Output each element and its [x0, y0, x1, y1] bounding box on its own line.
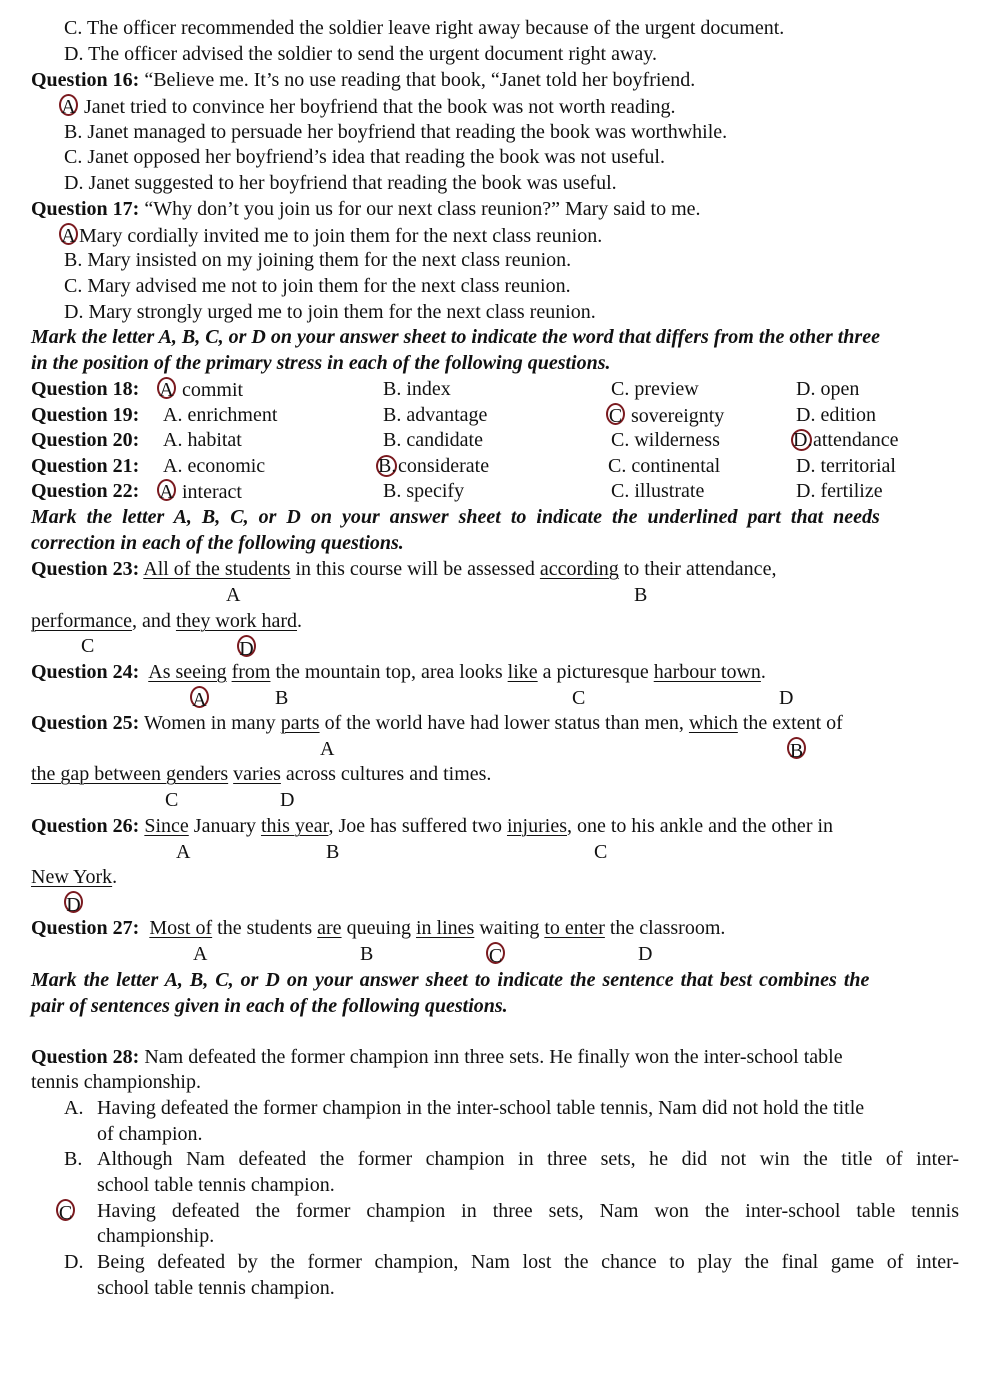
option-c[interactable]: C. illustrate: [611, 480, 705, 502]
letter-b: B: [634, 584, 648, 606]
underlined-part-d[interactable]: they work hard: [175, 610, 298, 632]
option-b[interactable]: B. index: [383, 378, 451, 400]
letter-d: D: [280, 789, 295, 811]
option-d[interactable]: D. open: [796, 378, 860, 400]
underlined-part-a[interactable]: Most of: [149, 917, 213, 939]
q16-option-d[interactable]: D. Janet suggested to her boyfriend that reading the book was useful.: [64, 172, 617, 194]
sentence-text: the extent of: [737, 712, 843, 734]
answer-circle: A: [59, 223, 78, 245]
option-a[interactable]: [157, 479, 242, 504]
option-c[interactable]: C. wilderness: [611, 429, 720, 451]
q28-option-a[interactable]: Having defeated the former champion in the inter-school table tennis, Nam did not hold the title: [97, 1097, 865, 1119]
question-label: Question 17:: [31, 198, 140, 220]
underlined-part-a[interactable]: All of the students: [143, 558, 291, 580]
question-26-line-2: [31, 865, 117, 889]
underlined-part-c[interactable]: the gap between genders: [31, 763, 229, 785]
answer-circle-d: D: [64, 891, 83, 913]
letter-b: B: [275, 687, 289, 709]
instruction-combine-line-1: Mark the letter A, B, C, or D on your answer sheet to indicate the sentence that best combines the: [31, 969, 870, 991]
question-label: Question 23:: [31, 558, 140, 580]
question-26: [31, 814, 833, 838]
q28-option-d-cont: school table tennis champion.: [97, 1277, 335, 1299]
underlined-part-d[interactable]: varies: [233, 763, 281, 785]
option-a[interactable]: A. habitat: [163, 429, 242, 451]
option-b[interactable]: B. candidate: [383, 429, 483, 451]
letter-c: C: [572, 687, 586, 709]
option-d[interactable]: D. fertilize: [796, 480, 883, 502]
underlined-part-b[interactable]: which: [688, 712, 738, 734]
sentence-text: Women in many: [139, 712, 281, 734]
option-word: commit: [182, 379, 244, 401]
letter-a: A: [226, 584, 241, 606]
option-d[interactable]: D. edition: [796, 404, 876, 426]
sentence-text: to their attendance,: [618, 558, 777, 580]
underlined-part-d[interactable]: New York: [31, 866, 113, 888]
question-28-prompt-line-2: tennis championship.: [31, 1071, 201, 1093]
letter-b: B: [360, 943, 374, 965]
q17-option-d[interactable]: D. Mary strongly urged me to join them for the next class reunion.: [64, 301, 596, 323]
letter-c: C: [81, 635, 95, 657]
q16-option-c[interactable]: C. Janet opposed her boyfriend’s idea that reading the book was not useful.: [64, 146, 665, 168]
q16-option-a[interactable]: [59, 94, 676, 118]
option-text: Mary cordially invited me to join them for the next class reunion.: [79, 225, 603, 247]
answer-circle-c: C: [486, 942, 505, 964]
option-a[interactable]: [157, 377, 243, 402]
instruction-error-line-1: Mark the letter A, B, C, or D on your answer sheet to indicate the underlined part that needs: [31, 506, 880, 528]
underlined-part-c[interactable]: in lines: [416, 917, 475, 939]
instruction-stress-line-2: in the position of the primary stress in each of the following questions.: [31, 352, 611, 374]
sentence-text: , Joe has suffered two: [328, 815, 507, 837]
option-text: Janet tried to convince her boyfriend that the book was not worth reading.: [84, 96, 676, 118]
option-a[interactable]: A. enrichment: [163, 404, 278, 426]
underlined-part-c[interactable]: injuries: [506, 815, 567, 837]
answer-circle: A: [157, 377, 176, 399]
sentence-text: in this course will be assessed: [290, 558, 540, 580]
q28-option-c-cont: championship.: [97, 1225, 215, 1247]
sentence-text: .: [112, 866, 118, 888]
question-label: Question 24:: [31, 661, 140, 683]
sentence-text: across cultures and times.: [280, 763, 492, 785]
underlined-part-a[interactable]: Since: [144, 815, 189, 837]
q28-option-b[interactable]: Although Nam defeated the former champion in three sets, he did not win the title of inter-: [97, 1148, 959, 1170]
q17-option-c[interactable]: C. Mary advised me not to join them for the next class reunion.: [64, 275, 571, 297]
option-d[interactable]: D. territorial: [796, 455, 896, 477]
underlined-part-c[interactable]: like: [507, 661, 538, 683]
sentence-text: .: [297, 610, 303, 632]
question-20-row: [31, 428, 991, 452]
question-18-row: [31, 377, 991, 401]
letter-c: C: [165, 789, 179, 811]
letter-a: A: [193, 943, 208, 965]
question-label: Question 21:: [31, 455, 140, 477]
question-prompt: Nam defeated the former champion inn three sets. He finally won the inter-school table: [139, 1046, 843, 1068]
sentence-text: , and: [132, 610, 176, 632]
underlined-part-a[interactable]: As seeing: [148, 661, 227, 683]
letter-a: A: [320, 738, 335, 760]
question-25: [31, 711, 843, 735]
option-word: interact: [182, 481, 242, 503]
sentence-text: .: [760, 661, 766, 683]
option-b[interactable]: B. specify: [383, 480, 465, 502]
answer-circle-d: D: [237, 635, 256, 657]
question-17: [31, 197, 701, 221]
option-c[interactable]: C. preview: [611, 378, 699, 400]
q28-option-d-letter[interactable]: D.: [64, 1251, 84, 1273]
q15-option-d: D. The officer advised the soldier to send the urgent document right away.: [64, 43, 657, 65]
underlined-part-b[interactable]: from: [231, 661, 271, 683]
question-label: Question 20:: [31, 429, 140, 451]
question-28: [31, 1045, 843, 1069]
underlined-part-b[interactable]: this year: [260, 815, 329, 837]
question-22-row: [31, 479, 991, 503]
sentence-text: the classroom.: [604, 917, 726, 939]
option-a[interactable]: A. economic: [163, 455, 266, 477]
question-24: [31, 660, 766, 684]
answer-circle-a: A: [190, 686, 209, 708]
question-label: Question 27:: [31, 917, 140, 939]
sentence-text: queuing: [341, 917, 416, 939]
letter-d: D: [638, 943, 653, 965]
option-word: attendance: [813, 429, 899, 451]
question-25-line-2: [31, 762, 491, 786]
question-label: Question 19:: [31, 404, 140, 426]
answer-circle: A: [157, 479, 176, 501]
instruction-stress-line-1: Mark the letter A, B, C, or D on your answer sheet to indicate the word that differs from the other three: [31, 326, 880, 348]
letter-a: A: [176, 841, 191, 863]
sentence-text: a picturesque: [537, 661, 654, 683]
q28-option-b-letter[interactable]: B.: [64, 1148, 83, 1170]
question-16: [31, 68, 695, 92]
answer-circle: C: [606, 403, 625, 425]
letter-b: B: [326, 841, 340, 863]
question-21-row: [31, 454, 991, 478]
sentence-text: , one to his ankle and the other in: [566, 815, 834, 837]
question-label: Question 26:: [31, 815, 140, 837]
q16-option-b[interactable]: B. Janet managed to persuade her boyfriend that reading the book was worthwhile.: [64, 121, 728, 143]
sentence-text: January: [188, 815, 261, 837]
answer-circle: B.: [378, 455, 397, 477]
q28-option-a-cont: of champion.: [97, 1123, 203, 1145]
option-d[interactable]: [791, 428, 899, 452]
q28-answer-circle[interactable]: C: [56, 1199, 75, 1221]
underlined-part-b[interactable]: are: [317, 917, 342, 939]
sentence-text: the students: [212, 917, 318, 939]
instruction-combine-line-2: pair of sentences given in each of the following questions.: [31, 995, 508, 1017]
question-27: [31, 916, 725, 940]
letter-c: C: [594, 841, 608, 863]
instruction-error-line-2: correction in each of the following questions.: [31, 532, 404, 554]
underlined-part-d[interactable]: to enter: [544, 917, 605, 939]
underlined-part-d[interactable]: harbour town: [653, 661, 761, 683]
question-label: Question 16:: [31, 69, 140, 91]
q28-option-b-cont: school table tennis champion.: [97, 1174, 335, 1196]
question-23: [31, 557, 776, 581]
option-word: considerate: [398, 455, 490, 477]
underlined-part-a[interactable]: parts: [280, 712, 320, 734]
sentence-text: waiting: [474, 917, 545, 939]
option-b[interactable]: [376, 454, 489, 478]
question-23-line-2: [31, 609, 302, 633]
answer-circle-b: B: [787, 737, 806, 759]
letter-d: D: [779, 687, 794, 709]
question-prompt: “Why don’t you join us for our next class reunion?” Mary said to me.: [139, 198, 701, 220]
q17-option-b[interactable]: B. Mary insisted on my joining them for the next class reunion.: [64, 249, 572, 271]
q28-option-a-letter[interactable]: A.: [64, 1097, 84, 1119]
question-label: Question 28:: [31, 1046, 140, 1068]
underlined-part-c[interactable]: performance: [31, 610, 133, 632]
question-label: Question 22:: [31, 480, 140, 502]
answer-circle: A: [59, 94, 78, 116]
q17-option-a[interactable]: [59, 223, 602, 247]
q15-option-c: C. The officer recommended the soldier leave right away because of the urgent document.: [64, 17, 785, 39]
sentence-text: of the world have had lower status than men,: [319, 712, 689, 734]
q28-option-c[interactable]: Having defeated the former champion in three sets, Nam won the inter-school table tennis: [97, 1200, 959, 1222]
question-label: Question 18:: [31, 378, 140, 400]
option-b[interactable]: B. advantage: [383, 404, 488, 426]
answer-circle: D.: [793, 429, 813, 451]
sentence-text: the mountain top, area looks: [270, 661, 508, 683]
option-c[interactable]: C. continental: [608, 455, 721, 477]
underlined-part-b[interactable]: according: [539, 558, 619, 580]
option-c[interactable]: [606, 403, 724, 428]
option-word: sovereignty: [631, 405, 725, 427]
question-label: Question 25:: [31, 712, 140, 734]
question-19-row: [31, 403, 991, 427]
question-prompt: “Believe me. It’s no use reading that book, “Janet told her boyfriend.: [139, 69, 696, 91]
q28-option-d[interactable]: Being defeated by the former champion, Nam lost the chance to play the final game of inter-: [97, 1251, 959, 1273]
